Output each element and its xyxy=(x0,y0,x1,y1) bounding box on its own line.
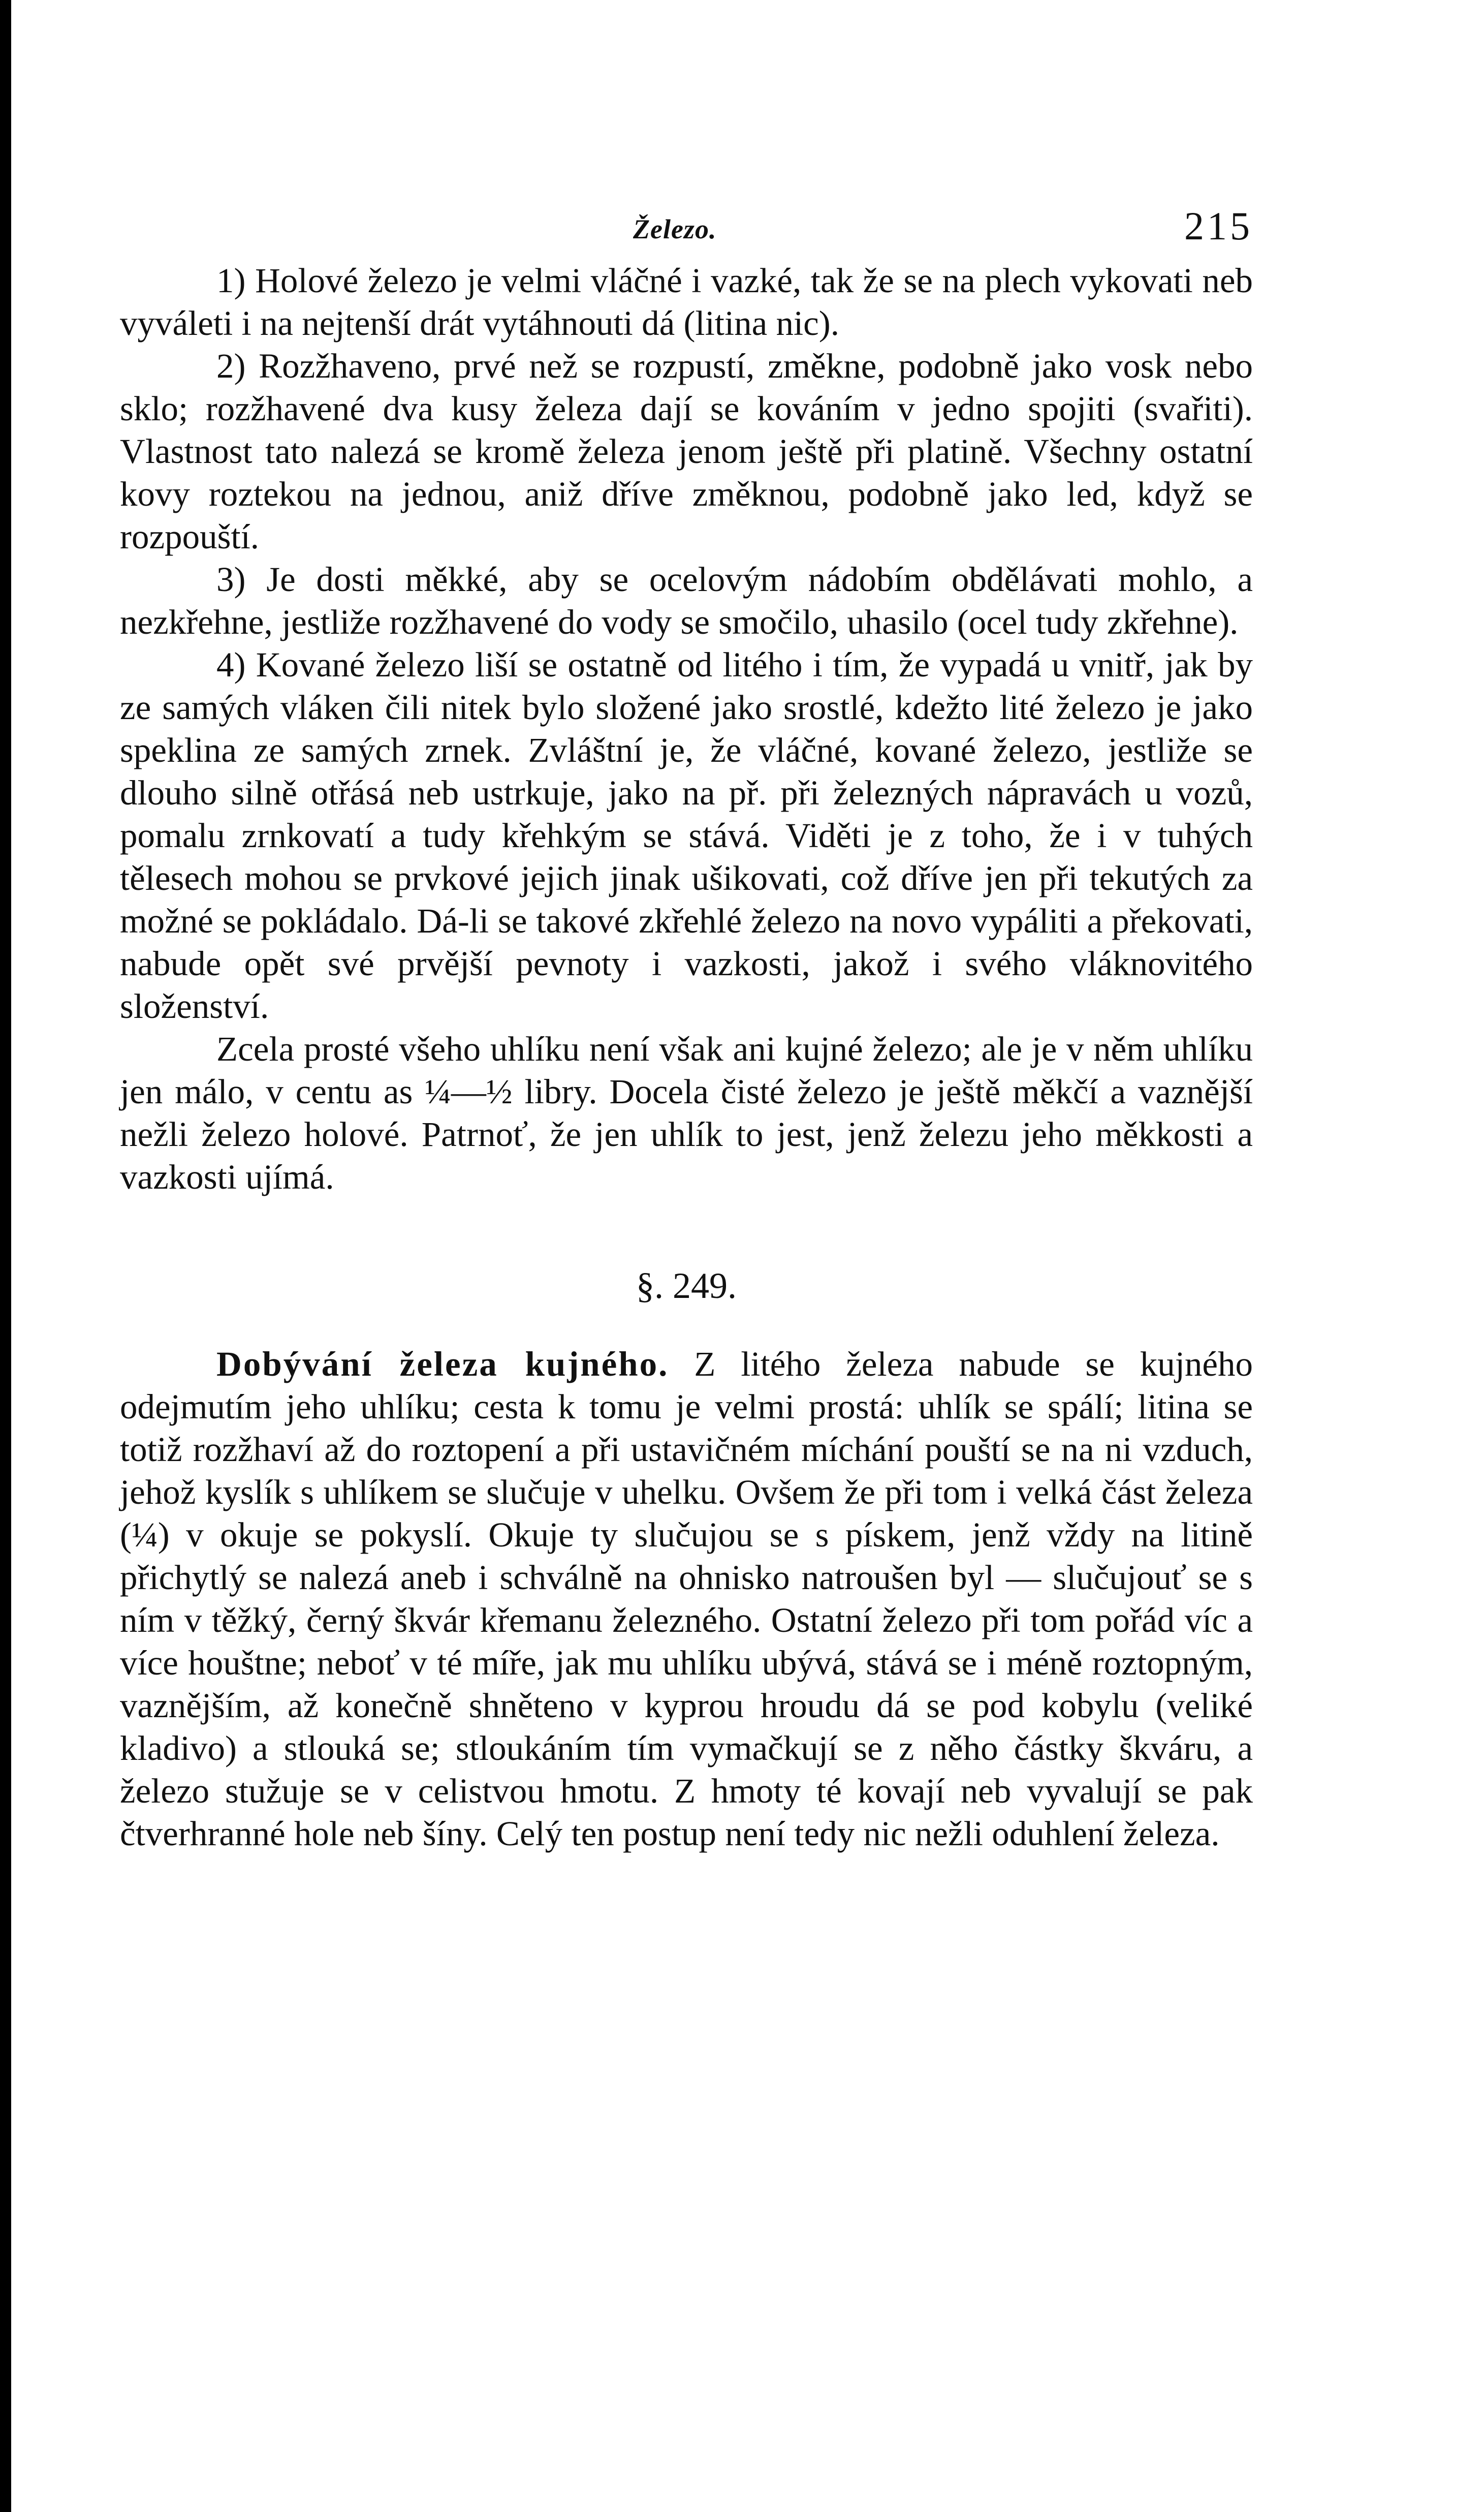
section-heading: Dobývání železa kujného. xyxy=(216,1345,669,1383)
chapter-title: Železo. xyxy=(633,214,717,244)
scan-edge xyxy=(0,0,11,2512)
section-number: §. 249. xyxy=(636,1265,737,1306)
running-head xyxy=(120,203,1253,259)
paragraph-2: 2) Rozžhaveno, prvé než se rozpustí, změkne, podobně jako vosk nebo sklo; rozžhavené dva kusy železa dají se kováním v jedno spojiti (svařiti). Vlastnost tato nalezá se kromě železa jenom ještě při platině. Všechny ostatní kovy roztekou na jednou, aniž dříve změknou, podobně jako led, když se rozpouští. xyxy=(120,347,1253,556)
page-number: 215 xyxy=(1184,204,1253,248)
paragraph-4: 4) Kované železo liší se ostatně od litého i tím, že vypadá u vnitř, jak by ze samých vláken čili nitek bylo složené jako srostlé, kdežto lité železo je jako speklina ze samých zrnek. Zvláštní je, že vláčné, kované železo, jestliže se dlouho silně otřásá neb ustrkuje, jako na př. při železných nápravách u vozů, pomalu zrnkovatí a tudy křehkým se stává. Viděti je z toho, že i v tuhých tělesech mohou se prvkové jejich jinak ušikovati, což dříve jen při tekutých za možné se pokládalo. Dá-li se takové zkřehlé železo na novo vypáliti a překovati, nabude opět své prvější pevnoty i vazkosti, jakož i svého vláknovitého složenství. xyxy=(120,645,1253,1026)
paragraph-5: Zcela prosté všeho uhlíku není však ani kujné železo; ale je v něm uhlíku jen málo, v centu as ¼—½ libry. Docela čisté železo je ještě měkčí a vaznější nežli železo holové. Patrnoť, že jen uhlík to jest, jenž železu jeho měkkosti a vazkosti ujímá. xyxy=(120,1030,1253,1196)
paragraph-3: 3) Je dosti měkké, aby se ocelovým nádobím obdělávati mohlo, a nezkřehne, jestliže rozžhavené do vody se smočilo, uhasilo (ocel tudy zkřehne). xyxy=(120,560,1253,641)
paragraph-1: 1) Holové železo je velmi vláčné i vazké, tak že se na plech vykovati neb vyváleti i na nejtenší drát vytáhnouti dá (litina nic). xyxy=(120,261,1253,343)
section-paragraph xyxy=(120,1343,1253,1855)
body-text xyxy=(120,259,1253,1855)
book-page xyxy=(120,203,1253,1855)
section-text: Z litého železa nabude se kujného odejmutím jeho uhlíku; cesta k tomu je velmi prostá: uhlík se spálí; litina se totiž rozžhaví až do roztopení a při ustavičném míchání pouští se na ni vzduch, jehož kyslík s uhlíkem se slučuje v uhelku. Ovšem že při tom i velká část železa (¼) v okuje se pokyslí. Okuje ty slučujou se s pískem, jenž vždy na litině přichytlý se nalezá aneb i schválně na ohnisko natroušen byl — slučujouť se s ním v těžký, černý škvár křemanu železného. Ostatní železo při tom pořád víc a více houštne; neboť v té míře, jak mu uhlíku ubývá, stává se i méně roztopným, vaznějším, až konečně shněteno v kyprou hroudu dá se pod kobylu (veliké kladivo) a stlouká se; stloukáním tím vymačkují se z něho částky škváru, a železo stužuje se v celistvou hmotu. Z hmoty té kovají neb vyvalují se pak čtverhranné hole neb šíny. Celý ten postup není tedy nic nežli oduhlení železa. xyxy=(120,1345,1253,1853)
